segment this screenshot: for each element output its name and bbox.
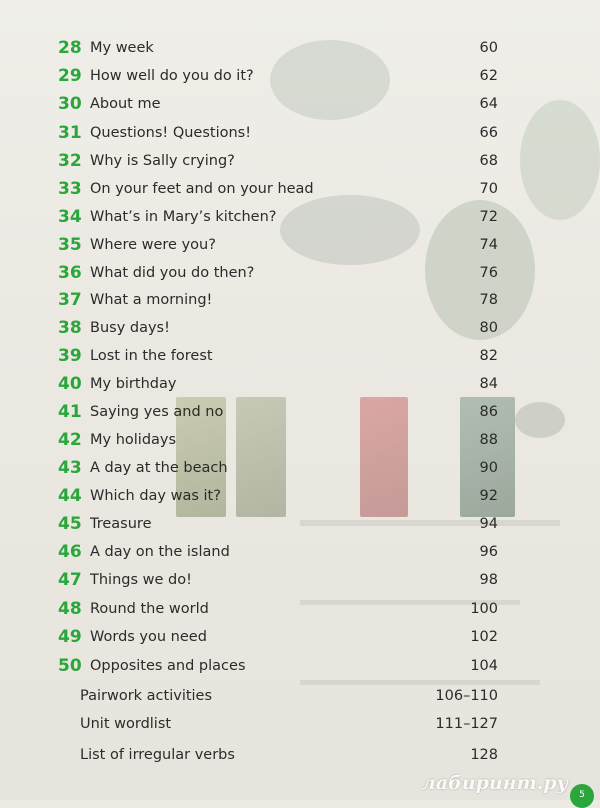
toc-row[interactable] [0, 314, 600, 342]
unit-number: 39 [58, 346, 82, 366]
watermark: лабиринт.ру [421, 772, 568, 794]
unit-title: Busy days! [90, 320, 170, 336]
toc-row[interactable] [0, 595, 600, 623]
unit-number: 30 [58, 94, 82, 114]
toc-row[interactable] [0, 62, 600, 90]
page-number: 84 [479, 376, 498, 392]
unit-title: A day at the beach [90, 460, 228, 476]
page-number: 66 [479, 125, 498, 141]
page-number: 62 [479, 68, 498, 84]
page-number: 90 [479, 460, 498, 476]
unit-title: What did you do then? [90, 265, 255, 281]
unit-number: 32 [58, 151, 82, 171]
toc-row[interactable] [0, 231, 600, 259]
unit-title: Round the world [90, 601, 209, 617]
unit-number: 28 [58, 38, 82, 58]
unit-title: Opposites and places [90, 658, 246, 674]
toc-row[interactable] [0, 175, 600, 203]
unit-title: A day on the island [90, 544, 230, 560]
unit-title: What’s in Mary’s kitchen? [90, 209, 277, 225]
page-number: 88 [479, 432, 498, 448]
toc-row[interactable] [0, 623, 600, 651]
page-number: 60 [479, 40, 498, 56]
page-number: 78 [479, 292, 498, 308]
section-title: Pairwork activities [80, 688, 213, 704]
unit-title: Saying yes and no [90, 404, 224, 420]
unit-number: 29 [58, 66, 82, 86]
toc-row[interactable] [0, 398, 600, 426]
unit-number: 34 [58, 207, 82, 227]
unit-number: 36 [58, 263, 82, 283]
unit-title: About me [90, 96, 161, 112]
unit-number: 46 [58, 542, 82, 562]
page-number: 92 [479, 488, 498, 504]
unit-title: How well do you do it? [90, 68, 254, 84]
page-number: 86 [479, 404, 498, 420]
page-number: 104 [470, 658, 498, 674]
unit-title: Words you need [90, 629, 207, 645]
page-number: 128 [470, 747, 498, 763]
unit-number: 38 [58, 318, 82, 338]
unit-number: 35 [58, 235, 82, 255]
toc-row[interactable] [0, 652, 600, 680]
toc-row[interactable] [0, 454, 600, 482]
page-corner-badge: 5 [570, 784, 594, 808]
toc-row[interactable] [0, 538, 600, 566]
unit-number: 50 [58, 656, 82, 676]
unit-title: My holidays [90, 432, 177, 448]
page-range: 111–127 [435, 716, 498, 732]
toc-row[interactable] [0, 342, 600, 370]
toc-row[interactable] [0, 482, 600, 510]
unit-title: What a morning! [90, 292, 213, 308]
page-number: 64 [479, 96, 498, 112]
unit-title: My birthday [90, 376, 177, 392]
unit-title: Why is Sally crying? [90, 153, 235, 169]
unit-title: My week [90, 40, 154, 56]
unit-number: 43 [58, 458, 82, 478]
unit-number: 33 [58, 179, 82, 199]
unit-title: Questions! Questions! [90, 125, 252, 141]
page-range: 106–110 [435, 688, 498, 704]
section-title: List of irregular verbs [80, 747, 235, 763]
toc-row[interactable] [0, 370, 600, 398]
page-number: 102 [470, 629, 498, 645]
unit-number: 44 [58, 486, 82, 506]
page-number: 80 [479, 320, 498, 336]
toc-extra-row[interactable] [0, 710, 600, 738]
page-number: 98 [479, 572, 498, 588]
unit-title: Treasure [90, 516, 152, 532]
unit-title: Lost in the forest [90, 348, 213, 364]
page-number: 82 [479, 348, 498, 364]
toc-row[interactable] [0, 203, 600, 231]
page-number: 100 [470, 601, 498, 617]
unit-number: 48 [58, 599, 82, 619]
unit-number: 49 [58, 627, 82, 647]
page-number: 94 [479, 516, 498, 532]
toc-row[interactable] [0, 119, 600, 147]
unit-number: 42 [58, 430, 82, 450]
unit-title: Where were you? [90, 237, 216, 253]
unit-title: Which day was it? [90, 488, 221, 504]
toc-row[interactable] [0, 90, 600, 118]
toc-row[interactable] [0, 34, 600, 62]
unit-number: 31 [58, 123, 82, 143]
unit-number: 45 [58, 514, 82, 534]
toc-row[interactable] [0, 510, 600, 538]
unit-number: 47 [58, 570, 82, 590]
page-number: 70 [479, 181, 498, 197]
page-number: 76 [479, 265, 498, 281]
page-number: 96 [479, 544, 498, 560]
unit-number: 40 [58, 374, 82, 394]
toc-row[interactable] [0, 566, 600, 594]
toc-row[interactable] [0, 286, 600, 314]
unit-number: 37 [58, 290, 82, 310]
section-title: Unit wordlist [80, 716, 172, 732]
toc-extra-row[interactable] [0, 741, 600, 769]
toc-row[interactable] [0, 426, 600, 454]
unit-number: 41 [58, 402, 82, 422]
toc-extra-row[interactable] [0, 682, 600, 710]
unit-title: On your feet and on your head [90, 181, 314, 197]
toc-row[interactable] [0, 147, 600, 175]
page-number: 68 [479, 153, 498, 169]
page-number: 72 [479, 209, 498, 225]
toc-row[interactable] [0, 259, 600, 287]
unit-title: Things we do! [90, 572, 192, 588]
page-number: 74 [479, 237, 498, 253]
